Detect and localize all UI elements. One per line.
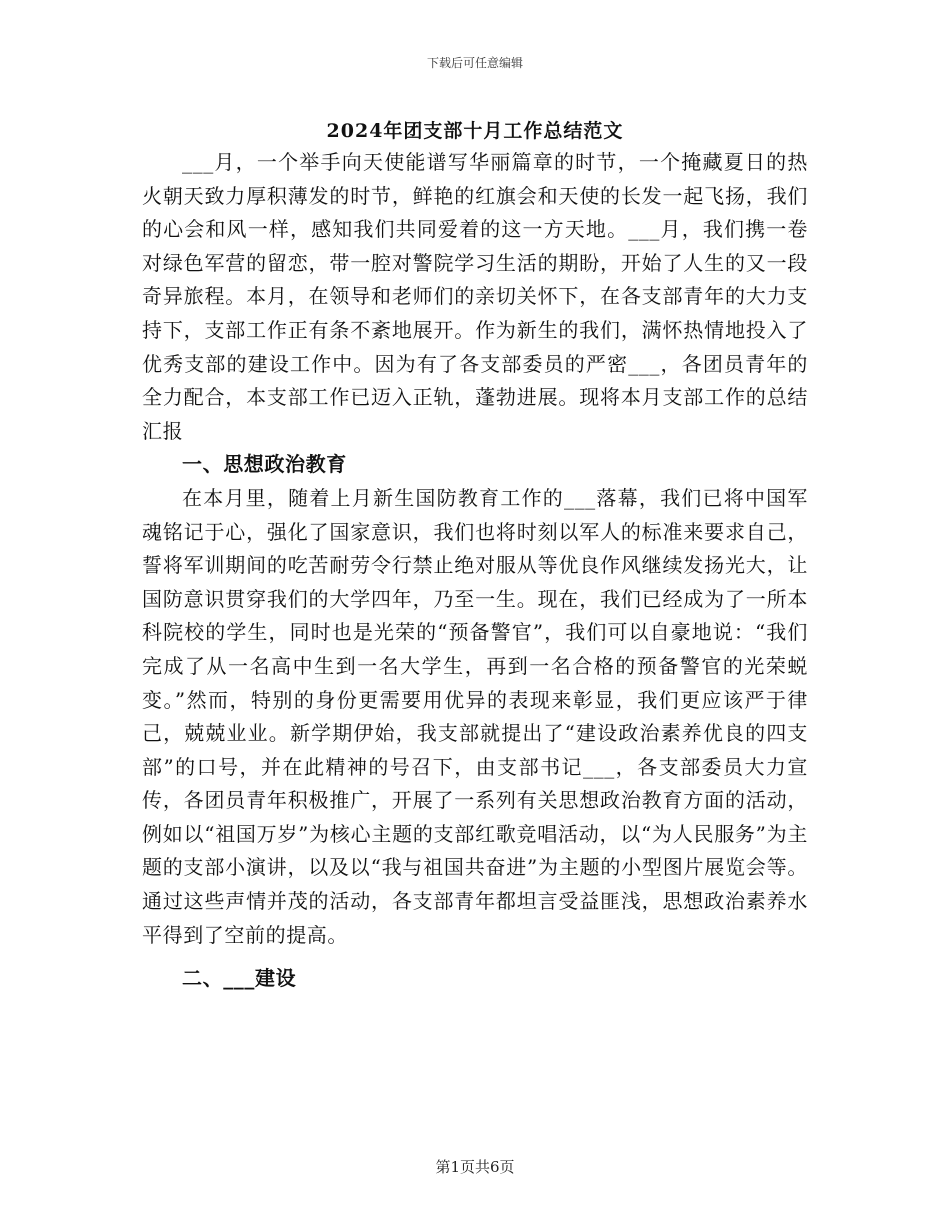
section-heading-2: 二、___建设 — [182, 966, 297, 991]
section-1-paragraph: 在本月里，随着上月新生国防教育工作的___落幕，我们已将中国军魂铭记于心，强化了国家意识，我们也将时刻以军人的标准来要求自己，誓将军训期间的吃苦耐劳令行禁止绝对服从等优良作风继续发扬光大，让国防意识贯穿我们的大学四年，乃至一生。现在，我们已经成为了一所本科院校的学生，同时也是光荣的“预备警官”，我们可以自豪地说：“我们完成了从一名高中生到一名大学生，再到一名合格的预备警官的光荣蜕变。”然而，特别的身份更需要用优异的表现来彰显，我们更应该严于律己，兢兢业业。新学期伊始，我支部就提出了“建设政治素养优良的四支部”的口号，并在此精神的号召下，由支部书记___，各支部委员大力宣传，各团员青年积极推广，开展了一系列有关思想政治教育方面的活动，例如以“祖国万岁”为核心主题的支部红歌竞唱活动，以“为人民服务”为主题的支部小演讲，以及以“我与祖国共奋进”为主题的小型图片展览会等。通过这些声情并茂的活动，各支部青年都坦言受益匪浅，思想政治素养水平得到了空前的提高。 — [142, 485, 808, 947]
header-note: 下载后可任意编辑 — [426, 56, 523, 70]
document-body — [142, 146, 808, 996]
document-title: 2024年团支部十月工作总结范文 — [326, 120, 624, 142]
intro-paragraph: ___月，一个举手向天使能谱写华丽篇章的时节，一个掩藏夏日的热火朝天致力厚积薄发的时节，鲜艳的红旗会和天使的长发一起飞扬，我们的心会和风一样，感知我们共同爱着的这一方天地。___月，我们携一卷对绿色军营的留恋，带一腔对警院学习生活的期盼，开始了人生的又一段奇异旅程。本月，在领导和老师们的亲切关怀下，在各支部青年的大力支持下，支部工作正有条不紊地展开。作为新生的我们，满怀热情地投入了优秀支部的建设工作中。因为有了各支部委员的严密___，各团员青年的全力配合，本支部工作已迈入正轨，蓬勃进展。现将本月支部工作的总结汇报 — [142, 150, 808, 443]
page-indicator: 第1页共6页 — [435, 1158, 515, 1176]
section-heading-1: 一、思想政治教育 — [182, 452, 347, 477]
